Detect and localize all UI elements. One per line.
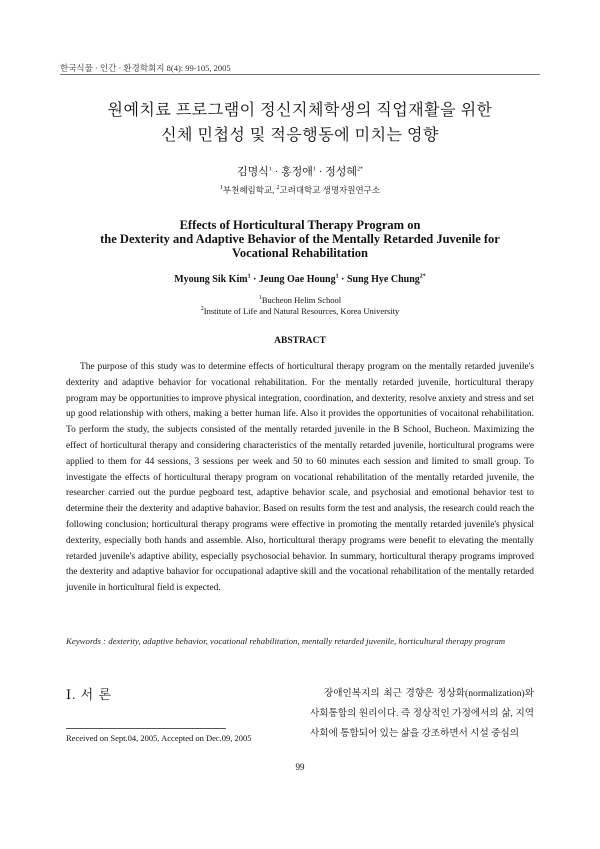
english-authors xyxy=(40,274,560,285)
abstract-body: The purpose of this study was to determine effects of horticultural therapy program on the mentally retarded juvenile's dexterity and adaptive behavior for vocational rehabilitation. For the mentally retarded juvenile, horticultural therapy program may be opportunities to improve physical integration, coordination, and dexterity, resolve anxiety and stress and set up good relationship with others, making a better human life. Also it provides the opportunities of vocaitonal rehabilitation. To perform the study, the subjects consisted of the mentally retarded juvenile in the B School, Bucheon. Maximizing the effect of horticultural therapy and considering characteristics of the mentally retarded juvenile, horticultural programs were applied to them for 44 sessions, 3 sessions per week and 50 to 60 minutes each session and limited to small group. To investigate the effects of horticultural therapy program on vocational rehabilitation of the mentally retarded juvenile, the researcher carried out the purdue pegboard test, adaptive behavior scale, and psychosial and emotional behavior test to determine their the dexterity and adaptive bahavior. Based on results form the test and analysis, the research could reach the following conclusion; horticultural therapy programs were effective in promoting the mentally retarded juvenile's physical dexterity, especially both hands and assemble. Also, horticultural therapy programs were benefit to elevating the mentally retarded juvenile's adaptive ability, especially psychosocial behavior. In summary, horticultural therapy programs improved the dexterity and adaptive bahavior for occupational adaptive skill and the vocational rehabilitation of the mentally retarded juvenile in horticultural field is expected. xyxy=(66,362,534,594)
author-separator: · xyxy=(338,274,347,285)
author-sup: 2* xyxy=(357,166,363,173)
footnote-rule xyxy=(66,728,226,729)
running-head: 한국식물 · 인간 · 환경학회지 8(4): 99-105, 2005 xyxy=(60,63,231,73)
korean-affiliations xyxy=(40,184,560,196)
english-title-line-1: Effects of Horticultural Therapy Program on xyxy=(179,218,421,232)
page-number: 99 xyxy=(295,762,305,772)
author-separator: · xyxy=(250,274,259,285)
author-name: Jeung Oae Houng xyxy=(258,274,336,285)
english-affiliations xyxy=(40,295,560,317)
english-title-line-3: Vocational Rehabilitation xyxy=(231,246,368,260)
korean-authors xyxy=(40,163,560,179)
affiliation-text: 부천혜림학교, xyxy=(222,185,277,195)
author-name: 김명식 xyxy=(236,166,269,178)
affiliation-sup: 1 xyxy=(219,185,223,192)
affiliation-text: 고려대학교 생명자원연구소 xyxy=(279,185,381,195)
author-sup: 1 xyxy=(247,273,251,280)
korean-title-line-2: 신체 민첩성 및 적응행동에 미치는 영향 xyxy=(161,127,439,144)
author-sup: 1 xyxy=(312,166,316,173)
abstract-heading: ABSTRACT xyxy=(274,336,326,346)
korean-title xyxy=(40,98,560,148)
section-body-text: 장애인복지의 최근 경향은 정상화(normalization)와 사회통합의 원리이다. 즉 정상적인 가정에서의 삶, 지역사회에 통합되어 있는 삶을 강조하면서 시설 중심의 xyxy=(310,688,534,739)
affiliation-sup: 2 xyxy=(276,185,280,192)
affiliation-line xyxy=(40,295,560,306)
author-name: 정성혜 xyxy=(325,166,357,178)
author-name: Sung Hye Chung xyxy=(346,274,420,285)
english-title xyxy=(40,218,560,260)
affiliation-line xyxy=(40,306,560,317)
keywords: Keywords : dexterity, adaptive behavior, vocational rehabilitation, mentally retarded juvenile, horticultural therapy program xyxy=(66,636,506,646)
author-sup: 2* xyxy=(419,273,426,280)
affiliation-sup: 2 xyxy=(200,306,204,313)
author-sup: 1 xyxy=(268,166,272,173)
header-rule xyxy=(60,74,540,75)
author-name: Myoung Sik Kim xyxy=(174,274,248,285)
affiliation-text: Institute of Life and Natural Resources, Korea University xyxy=(203,306,400,316)
korean-title-line-1: 원예치료 프로그램이 정신지체학생의 직업재활을 위한 xyxy=(107,102,493,119)
affiliation-text: Bucheon Helim School xyxy=(261,295,342,305)
author-separator: · xyxy=(271,166,282,178)
author-name: 홍정애 xyxy=(281,166,313,178)
author-sup: 1 xyxy=(335,273,339,280)
footnote: Received on Sept.04, 2005. Accepted on Dec.09, 2005 xyxy=(66,733,252,743)
english-title-line-2: the Dexterity and Adaptive Behavior of the Mentally Retarded Juvenile for xyxy=(100,232,500,246)
author-separator: · xyxy=(315,166,326,178)
affiliation-sup: 1 xyxy=(258,295,262,302)
section-heading: Ⅰ. 서 론 xyxy=(66,687,113,702)
